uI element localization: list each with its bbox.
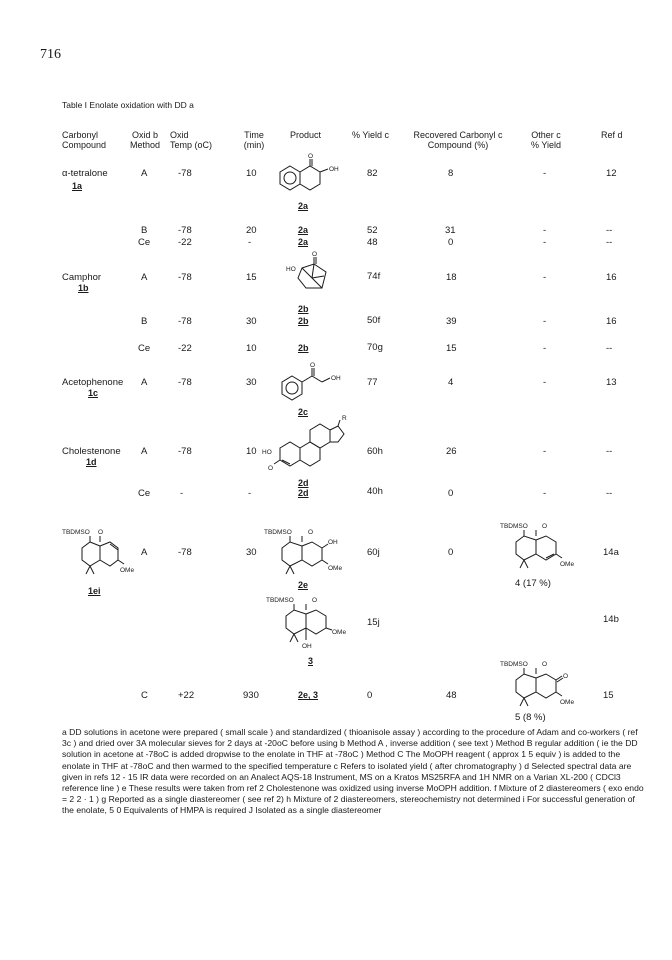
ref: 16 <box>606 316 617 327</box>
recovered: 15 <box>446 343 457 354</box>
other-yield: - <box>543 377 547 388</box>
recovered: 0 <box>448 488 454 499</box>
header-carbonyl: Carbonyl Compound <box>62 130 107 150</box>
yield: 52 <box>367 225 378 236</box>
time: 930 <box>243 690 259 701</box>
header-time: Time (min) <box>243 130 265 150</box>
header-method: Oxid b Method <box>129 130 161 150</box>
time: 20 <box>246 225 257 236</box>
yield: 77 <box>367 377 378 388</box>
structure-4 <box>498 522 590 578</box>
temp: -78 <box>178 225 192 236</box>
ref: -- <box>606 446 613 457</box>
header-yield: % Yield c <box>352 130 390 140</box>
other-yield: - <box>543 237 547 248</box>
other-yield: - <box>543 272 547 283</box>
compound-name: Camphor <box>62 272 102 283</box>
ref: 14b <box>603 614 619 625</box>
svg-text:OMe: OMe <box>120 567 135 574</box>
yield: 60h <box>367 446 383 457</box>
yield: 70g <box>367 342 383 353</box>
yield: 74f <box>367 271 381 282</box>
method: A <box>141 168 148 179</box>
svg-text:R: R <box>342 415 347 422</box>
yield: 40h <box>367 486 383 497</box>
structure-3 <box>262 596 354 654</box>
method: Ce <box>138 488 151 499</box>
ref: 14a <box>603 547 619 558</box>
product-label: 2e <box>298 580 309 590</box>
recovered: 0 <box>448 237 454 248</box>
header-product: Product <box>290 130 322 140</box>
method: A <box>141 377 148 388</box>
temp: -78 <box>178 377 192 388</box>
ref: -- <box>606 488 613 499</box>
svg-text:O: O <box>310 362 316 369</box>
time: - <box>248 488 252 499</box>
method: Ce <box>138 237 151 248</box>
time: 10 <box>246 446 257 457</box>
table-footnotes: a DD solutions in acetone were prepared ( small scale ) and standardized ( thioanisole assay ) according to the procedure of Adam and co-workers ( ref 3c ) and dried over 3A molecular sieves for 2 days at -20oC before using b Method A , inverse addition ( see text ) Method B regular addition ( ie the DD solution in acetone at -78oC is added dropwise to the enolate in THF at -78oC ) Method C The MoOPH reagent ( approx 1 5 equiv ) is added to the enolate in THF at -78oC and then warmed to the specified temperature c Refers to isolated yield ( after chromatography ) d Selected spectral data are given in refs 12 - 15 IR data were recorded on an Analect AQS-18 Instrument, MS on a Kratos MS25RFA and 1H NMR on a Varian XL-200 ( CDCl3 reference line ) e These results were taken from ref 2 Cholestenone was oxidized using inverse MoOPH addition. f Mixture of 2 diastereomers ( exo endo = 2 2 · 1 ) g Reported as a single diastereomer ( see ref 2) h Mixture of 2 diastereomers, stereochemistry not determined i For successful generation of the enolate, 5 0 Equivalents of HMPA is required J Isolated as a single diastereomer <box>62 727 644 816</box>
temp: - <box>180 488 184 499</box>
product-label: 2a <box>298 225 309 235</box>
temp: -78 <box>178 316 192 327</box>
compound-name: Cholestenone <box>62 446 121 457</box>
compound-name: α-tetralone <box>62 168 108 179</box>
other-yield: - <box>543 316 547 327</box>
svg-text:O: O <box>268 465 274 472</box>
recovered: 0 <box>448 547 454 558</box>
compound-label: 1c <box>88 388 99 398</box>
yield: 50f <box>367 315 381 326</box>
ref: -- <box>606 237 613 248</box>
method: Ce <box>138 343 151 354</box>
header-recovered: Recovered Carbonyl c Compound (%) <box>413 130 503 150</box>
compound-name: Acetophenone <box>62 377 124 388</box>
other-yield: - <box>543 488 547 499</box>
other-yield: - <box>543 343 547 354</box>
structure-2d <box>258 415 348 476</box>
svg-text:OMe: OMe <box>332 629 347 636</box>
svg-text:OH: OH <box>328 539 338 546</box>
product-label: 2b <box>298 316 309 326</box>
yield: 15j <box>367 617 380 628</box>
ref: -- <box>606 343 613 354</box>
product-label: 2d <box>298 488 309 498</box>
method: B <box>141 225 148 236</box>
product-label: 2b <box>298 343 309 353</box>
svg-text:TBDMSO: TBDMSO <box>500 661 528 668</box>
time: 10 <box>246 343 257 354</box>
svg-text:O: O <box>308 529 314 536</box>
time: 30 <box>246 547 257 558</box>
structure-5 <box>498 660 590 710</box>
compound-label: 1d <box>86 457 97 467</box>
method: B <box>141 316 148 327</box>
product-label: 2c <box>298 407 309 417</box>
header-other: Other c % Yield <box>530 130 562 150</box>
svg-text:O: O <box>563 673 569 680</box>
ref: 16 <box>606 272 617 283</box>
table-caption: Table I Enolate oxidation with DD a <box>62 100 194 110</box>
other-yield: - <box>543 446 547 457</box>
recovered: 31 <box>445 225 456 236</box>
other-yield: - <box>543 168 547 179</box>
svg-text:O: O <box>312 251 318 258</box>
temp: -22 <box>178 237 192 248</box>
product-label: 2a <box>298 201 309 211</box>
structure-2c <box>280 362 354 402</box>
ref: 12 <box>606 168 617 179</box>
svg-text:O: O <box>308 153 314 160</box>
page-number: 716 <box>40 47 61 62</box>
temp: -78 <box>178 168 192 179</box>
svg-text:HO: HO <box>262 449 272 456</box>
temp: -78 <box>178 272 192 283</box>
recovered: 18 <box>446 272 457 283</box>
other-yield: 4 (17 %) <box>515 578 551 589</box>
svg-text:O: O <box>98 529 104 536</box>
product-label: 3 <box>308 656 314 666</box>
structure-2b <box>286 251 336 302</box>
recovered: 39 <box>446 316 457 327</box>
yield: 82 <box>367 168 378 179</box>
product-label: 2d <box>298 478 309 488</box>
time: 10 <box>246 168 257 179</box>
yield: 60j <box>367 547 380 558</box>
svg-text:TBDMSO: TBDMSO <box>62 529 90 536</box>
ref: -- <box>606 225 613 236</box>
product-label: 2e, 3 <box>298 690 319 700</box>
svg-text:TBDMSO: TBDMSO <box>500 523 528 530</box>
ref: 15 <box>603 690 614 701</box>
svg-text:O: O <box>542 661 548 668</box>
structure-2a <box>276 153 346 200</box>
time: 30 <box>246 377 257 388</box>
method: A <box>141 272 148 283</box>
recovered: 48 <box>446 690 457 701</box>
other-yield: - <box>543 225 547 236</box>
yield: 0 <box>367 690 373 701</box>
product-label: 2b <box>298 304 309 314</box>
svg-text:O: O <box>312 597 318 604</box>
method: C <box>141 690 148 701</box>
compound-label: 1b <box>78 283 89 293</box>
temp: -78 <box>178 446 192 457</box>
temp: +22 <box>178 690 195 701</box>
ref: 13 <box>606 377 617 388</box>
header-temp: Oxid Temp (oC) <box>170 130 213 150</box>
time: 30 <box>246 316 257 327</box>
structure-1e <box>62 528 142 584</box>
svg-text:TBDMSO: TBDMSO <box>266 597 294 604</box>
svg-text:OH: OH <box>329 166 339 173</box>
temp: -22 <box>178 343 192 354</box>
product-label: 2a <box>298 237 309 247</box>
svg-text:OMe: OMe <box>560 699 575 706</box>
yield: 48 <box>367 237 378 248</box>
recovered: 4 <box>448 377 454 388</box>
svg-text:OH: OH <box>331 375 341 382</box>
svg-text:OH: OH <box>302 643 312 650</box>
recovered: 8 <box>448 168 454 179</box>
recovered: 26 <box>446 446 457 457</box>
method: A <box>141 446 148 457</box>
svg-text:OMe: OMe <box>328 565 343 572</box>
time: - <box>248 237 252 248</box>
compound-label: 1a <box>72 181 83 191</box>
time: 15 <box>246 272 257 283</box>
svg-text:OMe: OMe <box>560 561 575 568</box>
compound-label: 1ei <box>88 586 101 596</box>
svg-text:O: O <box>542 523 548 530</box>
header-ref: Ref d <box>601 130 623 140</box>
other-yield: 5 (8 %) <box>515 712 546 723</box>
structure-2e <box>262 528 354 584</box>
svg-text:TBDMSO: TBDMSO <box>264 529 292 536</box>
temp: -78 <box>178 547 192 558</box>
svg-text:HO: HO <box>286 266 296 273</box>
method: A <box>141 547 148 558</box>
